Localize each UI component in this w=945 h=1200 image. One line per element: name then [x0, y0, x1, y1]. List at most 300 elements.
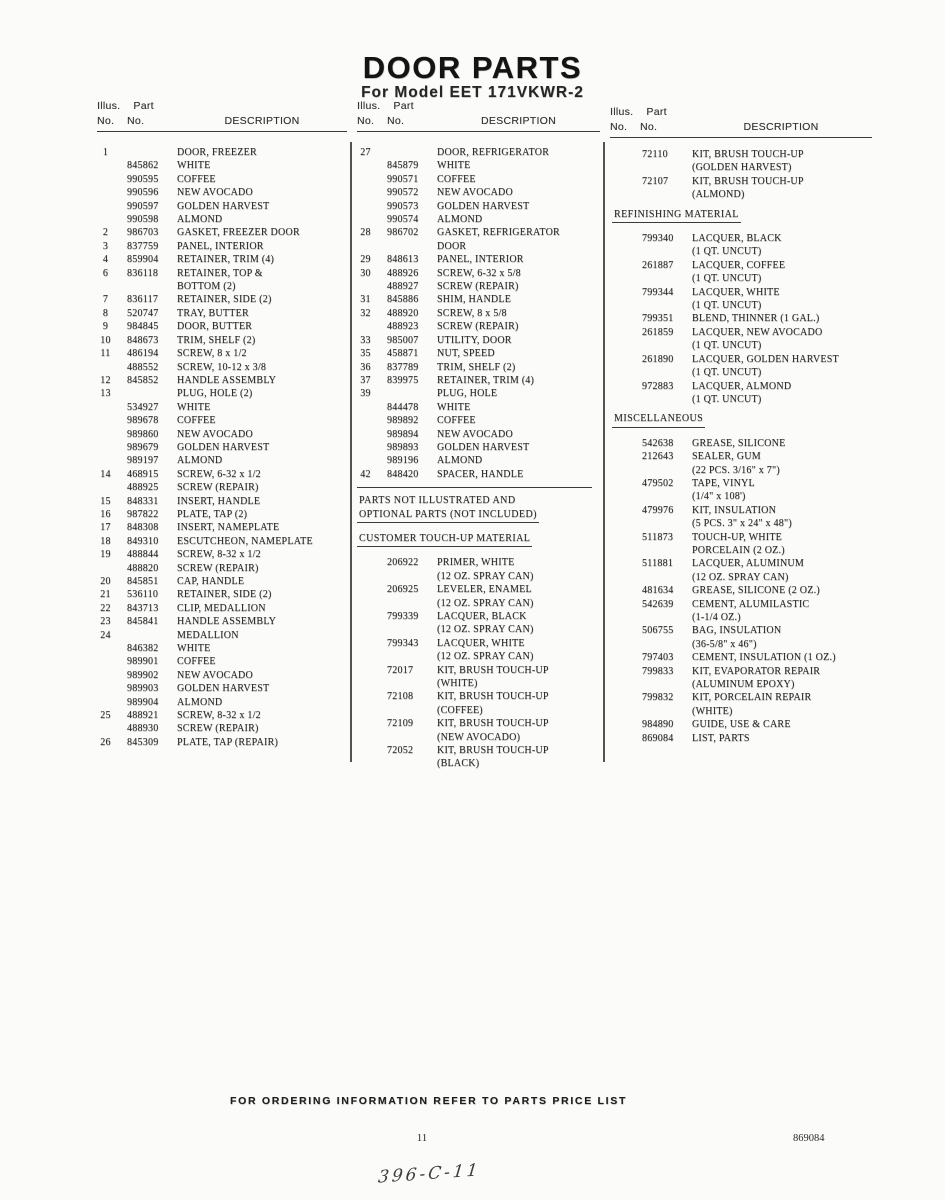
part-no: 511881 — [642, 558, 674, 570]
parts-column-3 — [612, 148, 878, 745]
part-description — [177, 267, 349, 294]
description-line: COFFEE — [177, 173, 216, 185]
part-no: 989197 — [127, 455, 159, 467]
description-line: LACQUER, COFFEE — [692, 259, 786, 271]
illus-no — [612, 437, 629, 450]
part-description — [177, 454, 349, 467]
description-line: KIT, BRUSH TOUCH-UP — [437, 745, 549, 757]
description-line: KIT, BRUSH TOUCH-UP — [437, 691, 549, 703]
description-line: LACQUER, GOLDEN HARVEST — [692, 353, 839, 365]
part-no — [374, 146, 437, 159]
part-description — [692, 504, 878, 531]
part-description — [177, 387, 349, 400]
part-no: 990573 — [387, 200, 419, 212]
description-line: (12 OZ. SPRAY CAN) — [437, 597, 534, 609]
part-row — [97, 293, 349, 306]
part-row — [97, 146, 349, 159]
part-no: 72109 — [387, 718, 414, 730]
description-line: BAG, INSULATION — [692, 625, 782, 637]
illus-no — [357, 320, 374, 333]
part-no: 845862 — [127, 160, 159, 172]
part-row — [97, 347, 349, 360]
column2-header — [357, 100, 600, 132]
part-row — [357, 664, 602, 691]
illus-no — [612, 557, 629, 584]
part-no: 799832 — [642, 692, 674, 704]
illus-no: 35 — [360, 348, 371, 360]
part-description — [177, 495, 349, 508]
illus-no — [97, 159, 114, 172]
description-line: RETAINER, TOP & — [177, 267, 263, 279]
illus-no — [612, 718, 629, 731]
description-line: KIT, BRUSH TOUCH-UP — [692, 175, 804, 187]
description-line: GASKET, FREEZER DOOR — [177, 227, 300, 239]
column-divider — [603, 142, 605, 762]
part-row — [357, 253, 602, 266]
part-no: 845886 — [387, 294, 419, 306]
description-line: WHITE — [177, 401, 211, 413]
description-line: (GOLDEN HARVEST) — [692, 162, 792, 174]
part-row — [97, 722, 349, 735]
part-description — [177, 736, 349, 749]
part-row — [357, 401, 602, 414]
part-row — [612, 691, 878, 718]
description-line: SCREW (REPAIR) — [177, 482, 259, 494]
part-description — [692, 148, 878, 175]
section-heading — [612, 412, 705, 427]
part-no: 984845 — [127, 321, 159, 333]
part-description — [177, 602, 349, 615]
description-line: SCREW, 8-32 x 1/2 — [177, 549, 261, 561]
part-description — [177, 521, 349, 534]
part-description — [177, 159, 349, 172]
part-row — [97, 307, 349, 320]
part-row — [97, 521, 349, 534]
illus-no — [357, 428, 374, 441]
header-description-label: DESCRIPTION — [480, 115, 557, 127]
description-line: GOLDEN HARVEST — [437, 200, 530, 212]
description-line: (36-5/8" x 46") — [692, 638, 757, 650]
part-row — [97, 159, 349, 172]
illus-no: 28 — [360, 227, 371, 239]
part-row — [612, 437, 878, 450]
part-no: 989904 — [127, 696, 159, 708]
description-line: TRAY, BUTTER — [177, 307, 249, 319]
part-description — [177, 682, 349, 695]
part-description — [177, 722, 349, 735]
illus-no — [612, 624, 629, 651]
part-row — [357, 717, 602, 744]
part-description — [437, 637, 602, 664]
part-no: 536110 — [127, 589, 159, 601]
illus-no — [357, 186, 374, 199]
description-line: GREASE, SILICONE (2 OZ.) — [692, 585, 820, 597]
part-row — [612, 598, 878, 625]
part-description — [692, 450, 878, 477]
part-no: 986702 — [387, 227, 419, 239]
section-heading — [357, 532, 532, 547]
part-no: 849310 — [127, 535, 159, 547]
part-no: 845841 — [127, 616, 159, 628]
section-heading — [612, 208, 741, 223]
description-line: DOOR, BUTTER — [177, 321, 253, 333]
part-row — [612, 531, 878, 558]
description-line: COFFEE — [437, 415, 476, 427]
description-line: CEMENT, ALUMILASTIC — [692, 598, 810, 610]
description-line: SCREW, 6-32 x 1/2 — [177, 468, 261, 480]
part-no: 990574 — [387, 214, 419, 226]
description-line: SEALER, GUM — [692, 451, 761, 463]
illus-no — [612, 232, 629, 259]
part-no: 836118 — [127, 267, 159, 279]
part-description — [177, 226, 349, 239]
part-row — [357, 213, 602, 226]
illus-no — [97, 441, 114, 454]
part-row — [357, 637, 602, 664]
description-line: TRIM, SHELF (2) — [437, 361, 516, 373]
part-no: 848673 — [127, 334, 159, 346]
part-row — [97, 655, 349, 668]
part-row — [97, 253, 349, 266]
illus-no — [97, 669, 114, 682]
part-description — [177, 240, 349, 253]
illus-no — [97, 642, 114, 655]
description-line: SHIM, HANDLE — [437, 294, 512, 306]
description-line: WHITE — [177, 643, 211, 655]
part-row — [97, 495, 349, 508]
description-line: CLIP, MEDALLION — [177, 602, 266, 614]
illus-no — [612, 148, 629, 175]
description-line: NEW AVOCADO — [177, 669, 253, 681]
part-description — [177, 200, 349, 213]
illus-no — [97, 213, 114, 226]
description-line: PORCELAIN (2 OZ.) — [692, 544, 785, 556]
part-description — [177, 441, 349, 454]
part-no — [114, 629, 177, 642]
part-no: 542638 — [642, 437, 674, 449]
description-line: (1 QT. UNCUT) — [692, 273, 762, 285]
illus-no — [357, 610, 374, 637]
part-no: 869084 — [642, 732, 674, 744]
illus-no: 3 — [102, 240, 109, 252]
part-description — [437, 200, 602, 213]
illus-no — [97, 200, 114, 213]
description-line: NUT, SPEED — [437, 348, 495, 360]
header-no-label: No. — [610, 121, 628, 133]
description-line: TOUCH-UP, WHITE — [692, 531, 783, 543]
description-line: PLUG, HOLE — [437, 388, 498, 400]
description-line: BOTTOM (2) — [177, 281, 236, 293]
illus-no: 22 — [100, 602, 111, 614]
column3-header — [610, 106, 872, 138]
parts-column-1 — [97, 146, 349, 749]
section-divider — [357, 487, 592, 488]
part-no: 837759 — [127, 240, 159, 252]
part-no: 989678 — [127, 415, 159, 427]
part-row — [612, 477, 878, 504]
part-no: 261859 — [642, 326, 674, 338]
part-row — [97, 481, 349, 494]
part-no: 989679 — [127, 441, 159, 453]
description-line: RETAINER, TRIM (4) — [177, 254, 275, 266]
part-row — [612, 584, 878, 597]
description-line: WHITE — [177, 160, 211, 172]
illus-no: 31 — [360, 294, 371, 306]
description-line: GREASE, SILICONE — [692, 437, 786, 449]
part-no: 488923 — [387, 321, 419, 333]
part-description — [692, 232, 878, 259]
part-no: 989903 — [127, 683, 159, 695]
description-line: NEW AVOCADO — [177, 187, 253, 199]
part-row — [357, 454, 602, 467]
header-no-label: No. — [127, 115, 145, 127]
description-line: (BLACK) — [437, 758, 480, 770]
part-description — [692, 353, 878, 380]
part-row — [97, 334, 349, 347]
illus-no: 10 — [100, 334, 111, 346]
part-row — [97, 200, 349, 213]
description-line: GASKET, REFRIGERATOR — [437, 227, 560, 239]
description-line: ALMOND — [177, 696, 223, 708]
part-no: 486194 — [127, 348, 159, 360]
part-description — [177, 293, 349, 306]
part-description — [692, 651, 878, 664]
description-line: PANEL, INTERIOR — [437, 254, 524, 266]
part-no: 848308 — [127, 522, 159, 534]
part-row — [612, 232, 878, 259]
part-no: 488925 — [127, 482, 159, 494]
section-heading-line: OPTIONAL PARTS (NOT INCLUDED) — [359, 508, 537, 520]
description-line: GOLDEN HARVEST — [437, 441, 530, 453]
illus-no: 20 — [100, 576, 111, 587]
part-no: 72110 — [642, 149, 668, 160]
document-number: 869084 — [793, 1133, 825, 1144]
part-description — [177, 696, 349, 709]
part-no: 799339 — [387, 611, 419, 622]
description-line: (COFFEE) — [437, 704, 483, 716]
part-row — [612, 312, 878, 325]
part-description — [177, 468, 349, 481]
part-no: 984890 — [642, 719, 674, 731]
part-row — [97, 374, 349, 387]
illus-no: 1 — [102, 147, 109, 158]
section-heading-line: MISCELLANEOUS — [614, 413, 704, 425]
illus-no — [357, 213, 374, 226]
part-no: 488927 — [387, 281, 419, 293]
part-description — [177, 615, 349, 628]
part-no: 488552 — [127, 361, 159, 373]
part-row — [97, 696, 349, 709]
section-heading — [357, 494, 539, 523]
part-row — [357, 307, 602, 320]
part-no: 848613 — [387, 254, 419, 266]
description-line: (NEW AVOCADO) — [437, 731, 521, 743]
part-no: 479502 — [642, 477, 674, 489]
part-no: 990596 — [127, 187, 159, 199]
description-line: (1 QT. UNCUT) — [692, 300, 762, 312]
description-line: LIST, PARTS — [692, 732, 750, 744]
header-illus-label: Illus. — [357, 100, 381, 112]
part-no: 843713 — [127, 602, 159, 614]
part-description — [437, 414, 602, 427]
header-no-label: No. — [387, 115, 405, 127]
description-line: (1 QT. UNCUT) — [692, 246, 762, 258]
part-row — [97, 387, 349, 400]
part-description — [437, 146, 602, 159]
description-line: ALMOND — [177, 214, 223, 226]
part-row — [97, 629, 349, 642]
part-row — [357, 690, 602, 717]
part-no: 985007 — [387, 334, 419, 346]
part-no: 458871 — [387, 348, 419, 360]
part-no: 799340 — [642, 233, 674, 245]
part-description — [692, 584, 878, 597]
description-line: KIT, PORCELAIN REPAIR — [692, 692, 812, 704]
part-description — [437, 226, 602, 253]
description-line: SCREW (REPAIR) — [437, 321, 519, 333]
part-description — [437, 744, 602, 771]
part-no: 989902 — [127, 669, 159, 681]
part-no: 845851 — [127, 576, 159, 587]
header-no-label: No. — [97, 115, 115, 127]
illus-no: 25 — [100, 710, 111, 722]
part-description — [177, 575, 349, 588]
parts-column-2 — [357, 146, 602, 771]
part-description — [437, 361, 602, 374]
part-no: 72107 — [642, 175, 669, 187]
part-no: 845309 — [127, 736, 159, 748]
part-description — [177, 213, 349, 226]
part-description — [437, 690, 602, 717]
description-line: SCREW, 10-12 x 3/8 — [177, 361, 267, 373]
part-row — [97, 602, 349, 615]
header-description-label: DESCRIPTION — [743, 121, 819, 133]
part-description — [692, 598, 878, 625]
description-line: DOOR, REFRIGERATOR — [437, 147, 550, 158]
description-line: GOLDEN HARVEST — [177, 441, 270, 453]
part-description — [692, 380, 878, 407]
header-description-label: DESCRIPTION — [224, 115, 300, 127]
part-row — [97, 669, 349, 682]
part-no: 520747 — [127, 307, 159, 319]
part-no: 261887 — [642, 259, 674, 271]
illus-no — [97, 655, 114, 668]
description-line: LACQUER, ALUMINUM — [692, 558, 805, 570]
description-line: KIT, EVAPORATOR REPAIR — [692, 665, 821, 677]
model-subtitle: For Model EET 171VKWR-2 — [361, 84, 584, 101]
part-no: 488844 — [127, 549, 159, 561]
description-line: KIT, BRUSH TOUCH-UP — [437, 718, 549, 730]
description-line: (12 OZ. SPRAY CAN) — [437, 651, 534, 663]
part-no: 989894 — [387, 428, 419, 440]
part-no: 206925 — [387, 584, 419, 596]
part-no: 72017 — [387, 664, 414, 676]
part-description — [177, 642, 349, 655]
description-line: (12 OZ. SPRAY CAN) — [437, 570, 534, 582]
part-no: 846382 — [127, 643, 159, 655]
description-line: COFFEE — [177, 656, 216, 668]
part-no: 972883 — [642, 380, 674, 392]
part-description — [692, 259, 878, 286]
illus-no: 21 — [100, 589, 111, 601]
illus-no — [612, 732, 629, 745]
part-no: 986703 — [127, 227, 159, 239]
part-row — [97, 173, 349, 186]
part-row — [97, 428, 349, 441]
illus-no — [357, 401, 374, 414]
part-row — [97, 709, 349, 722]
description-line: SCREW (REPAIR) — [177, 723, 259, 735]
part-description — [692, 718, 878, 731]
illus-no — [97, 186, 114, 199]
column1-header — [97, 100, 347, 132]
section-heading-line: REFINISHING MATERIAL — [614, 208, 739, 220]
description-line: CEMENT, INSULATION (1 OZ.) — [692, 652, 836, 664]
description-line: PLATE, TAP (2) — [177, 508, 248, 520]
header-no-label: No. — [357, 115, 375, 127]
part-row — [612, 624, 878, 651]
part-description — [177, 508, 349, 521]
description-line: GOLDEN HARVEST — [177, 200, 270, 212]
illus-no: 16 — [100, 508, 111, 520]
illus-no — [97, 173, 114, 186]
part-no: 261890 — [642, 353, 674, 365]
illus-no — [612, 259, 629, 286]
part-row — [97, 240, 349, 253]
illus-no — [357, 690, 374, 717]
part-description — [437, 293, 602, 306]
description-line: HANDLE ASSEMBLY — [177, 616, 277, 628]
part-description — [177, 253, 349, 266]
illus-no — [612, 598, 629, 625]
part-row — [97, 562, 349, 575]
header-part-label: Part — [133, 100, 154, 112]
part-no: 990598 — [127, 214, 159, 226]
part-description — [177, 481, 349, 494]
illus-no — [357, 744, 374, 771]
part-no: 212643 — [642, 451, 674, 463]
description-line: LEVELER, ENAMEL — [437, 584, 532, 596]
description-line: LACQUER, WHITE — [437, 637, 525, 649]
part-no: 799351 — [642, 313, 674, 325]
illus-no — [357, 583, 374, 610]
part-no: 848420 — [387, 468, 419, 480]
header-part-label: Part — [393, 100, 414, 112]
part-row — [357, 610, 602, 637]
description-line: SCREW (REPAIR) — [177, 562, 259, 574]
part-description — [177, 307, 349, 320]
part-description — [692, 326, 878, 353]
part-description — [177, 374, 349, 387]
description-line: SCREW, 8 x 1/2 — [177, 348, 247, 360]
part-description — [177, 186, 349, 199]
illus-no — [612, 312, 629, 325]
part-no: 989901 — [127, 656, 159, 668]
description-line: BLEND, THINNER (1 GAL.) — [692, 313, 820, 325]
part-row — [612, 504, 878, 531]
illus-no: 18 — [100, 535, 111, 547]
part-description — [437, 186, 602, 199]
part-row — [357, 200, 602, 213]
illus-no — [357, 637, 374, 664]
part-description — [437, 401, 602, 414]
illus-no — [357, 717, 374, 744]
part-row — [357, 173, 602, 186]
part-row — [97, 414, 349, 427]
description-line: ESCUTCHEON, NAMEPLATE — [177, 535, 313, 547]
part-description — [692, 175, 878, 202]
illus-no — [97, 428, 114, 441]
